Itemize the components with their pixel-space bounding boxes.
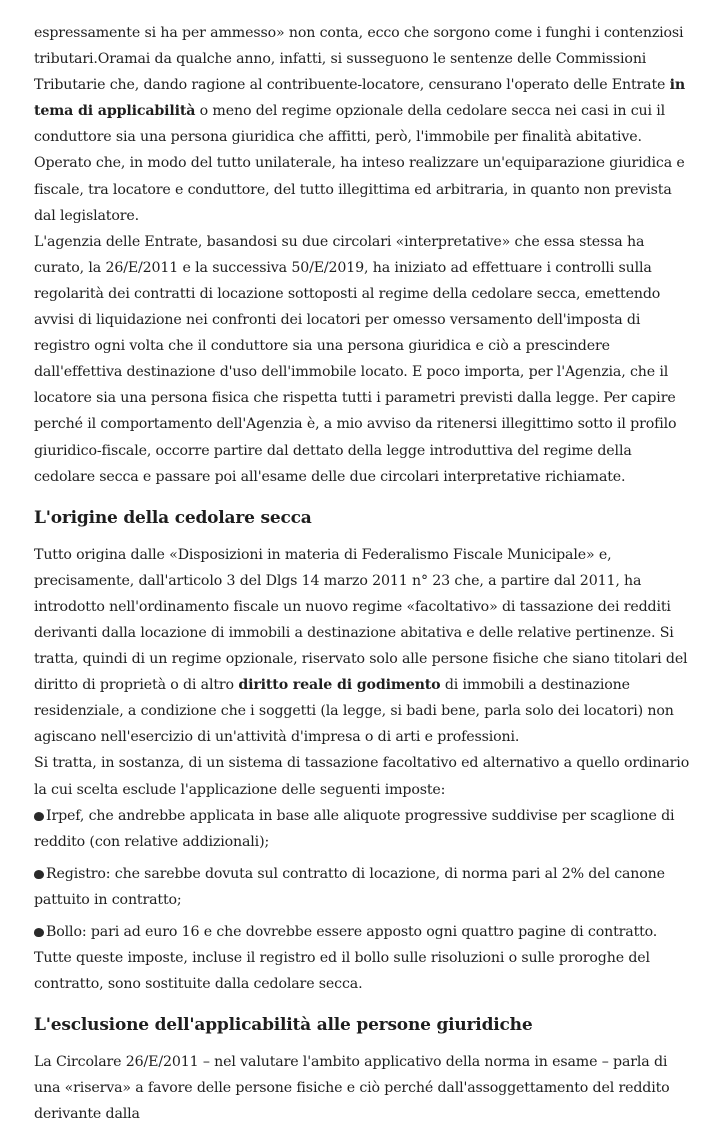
list-item: Bollo: pari ad euro 16 e che dovrebbe essere apposto ogni quattro pagine di contratto. — [34, 919, 694, 945]
list-item: Irpef, che andrebbe applicata in base alle aliquote progressive suddivise per scaglione di reddito (con relative addizionali); — [34, 807, 675, 850]
paragraph-intro-1: espressamente si ha per ammesso» non conta, ecco che sorgono come i funghi i contenziosi tributari.Oramai da qualche anno, infatti, si susseguono le sentenze delle Commissioni Tributarie che, dando ragione al contribuente-locatore, censurano l'operato delle Entrate in tema di applicabilità o meno del regime opzionale della cedolare secca nei casi in cui il conduttore sia una persona giuridica che affitti, però, l'immobile per finalità abitative. Operato che, in modo del tutto unilaterale, ha inteso realizzare un'equiparazione giuridica e fiscale, tra locatore e conduttore, del tutto illegittima ed arbitraria, in quanto non prevista dal legislatore. — [34, 25, 686, 224]
bullet-icon — [34, 870, 44, 879]
heading-esclusione: L'esclusione dell'applicabilità alle persone giuridiche — [34, 1015, 533, 1036]
heading-origine: L'origine della cedolare secca — [34, 507, 312, 528]
article-body — [34, 20, 694, 1128]
bullet-icon — [34, 928, 44, 937]
bullet-icon — [34, 812, 44, 821]
paragraph-esclusione-1: La Circolare 26/E/2011 – nel valutare l'ambito applicativo della norma in esame – parla di una «riserva» a favore delle persone fisiche e ciò perché dall'assoggettamento del reddito derivante dalla — [34, 1054, 670, 1123]
paragraph-origine-1: Tutto origina dalle «Disposizioni in materia di Federalismo Fiscale Municipale» e, precisamente, dall'articolo 3 del Dlgs 14 marzo 2011 n° 23 che, a partire dal 2011, ha introdotto nell'ordinamento fiscale un nuovo regime «facoltativo» di tassazione dei redditi derivanti dalla locazione di immobili a destinazione abitativa e delle relative pertinenze. Si tratta, quindi di un regime opzionale, riservato solo alle persone fisiche che siano titolari del diritto di proprietà o di altro diritto reale di godimento di immobili a destinazione residenziale, a condizione che i soggetti (la legge, si badi bene, parla solo dei locatori) non agiscano nell'esercizio di un'attività d'impresa o di arti e professioni. — [34, 546, 688, 746]
list-item: Registro: che sarebbe dovuta sul contratto di locazione, di norma pari al 2% del canone pattuito in contratto; — [34, 865, 665, 908]
paragraph-origine-2: Si tratta, in sostanza, di un sistema di tassazione facoltativo ed alternativo a quello ordinario la cui scelta esclude l'applicazione delle seguenti imposte: — [34, 755, 690, 798]
bold-diritto-reale: diritto reale di godimento — [238, 677, 441, 694]
paragraph-intro-2: L'agenzia delle Entrate, basandosi su due circolari «interpretative» che essa stessa ha curato, la 26/E/2011 e la successiva 50/E/2019, ha iniziato ad effettuare i controlli sulla regolarità dei contratti di locazione sottoposti al regime della cedolare secca, emettendo avvisi di liquidazione nei confronti dei locatori per omesso versamento dell'imposta di registro ogni volta che il conduttore sia una persona giuridica e ciò a prescindere dall'effettiva destinazione d'uso dell'immobile locato. E poco importa, per l'Agenzia, che il locatore sia una persona fisica che rispetta tutti i parametri previsti dalla legge. Per capire perché il comportamento dell'Agenzia è, a mio avviso da ritenersi illegittimo sotto il profilo giuridico-fiscale, occorre partire dal dettato della legge introduttiva del regime della cedolare secca e passare poi all'esame delle due circolari interpretative richiamate. — [34, 233, 677, 485]
bold-applicabilita: in tema di applicabilità — [34, 77, 686, 120]
paragraph-origine-3: Tutte queste imposte, incluse il registro ed il bollo sulle risoluzioni o sulle proroghe del contratto, sono sostituite dalla cedolare secca. — [34, 950, 650, 993]
